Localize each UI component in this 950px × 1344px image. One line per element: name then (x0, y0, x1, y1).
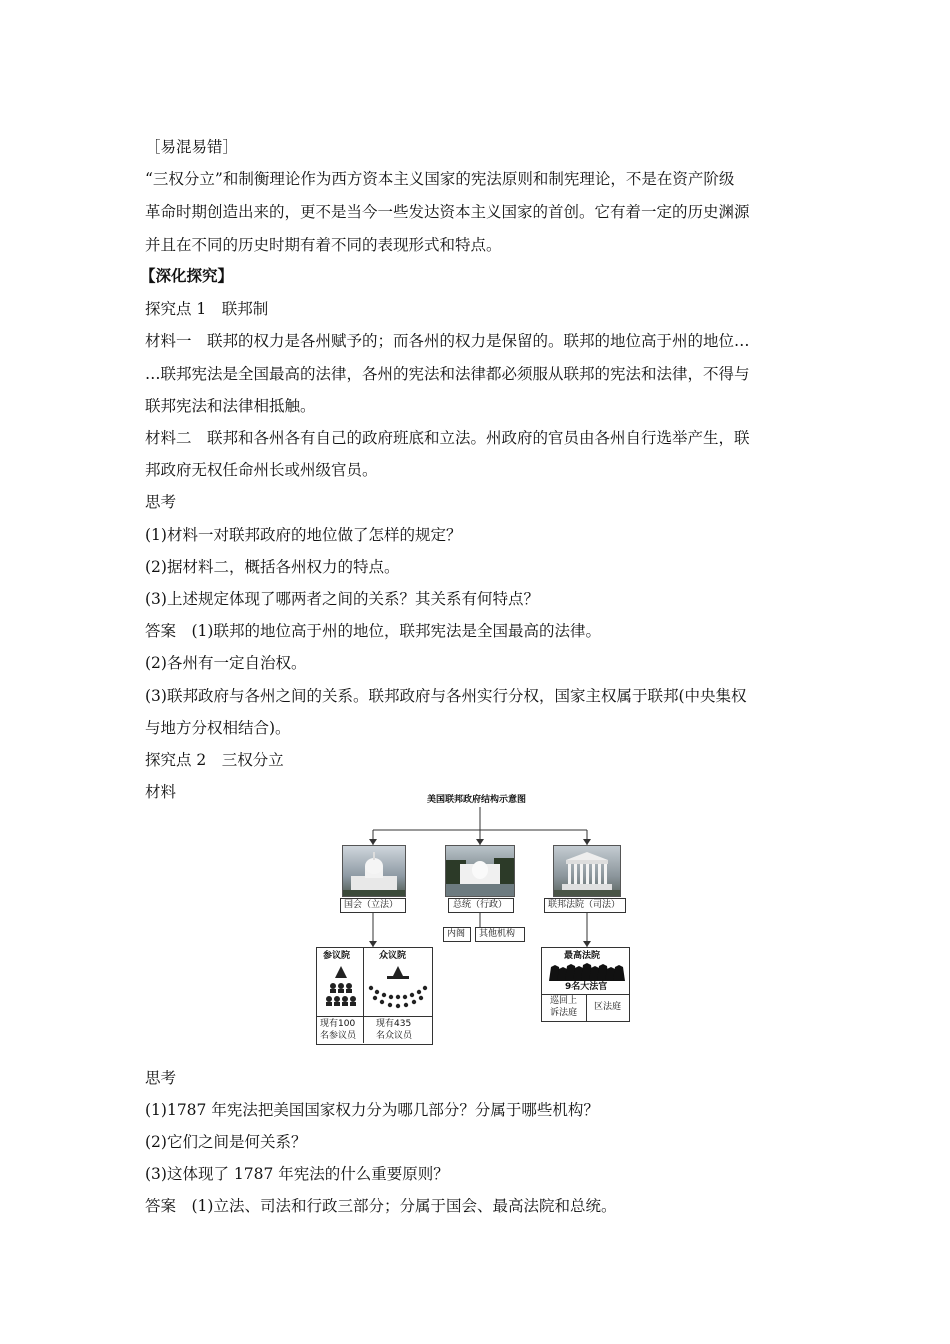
house-count: 现有435 (376, 1019, 412, 1029)
think-label: 思考 (145, 1069, 177, 1087)
paragraph-line: 并且在不同的历史时期有着不同的表现形式和特点。 (145, 236, 502, 254)
subsection-heading: 探究点 1 联邦制 (145, 300, 269, 318)
justices-icon (545, 963, 625, 981)
supreme-court-label: 最高法院 (564, 951, 601, 961)
paragraph-line: …联邦宪法是全国最高的法律，各州的宪法和法律都必须服从联邦的宪法和法律，不得与 (145, 365, 750, 383)
cabinet-box: 内阁 (443, 927, 471, 942)
government-structure-diagram (315, 795, 635, 1050)
senate-count: 名参议员 (320, 1031, 357, 1041)
question-line: (3)这体现了 1787 年宪法的什么重要原则？ (145, 1165, 449, 1183)
circuit-court-label: 诉法庭 (550, 1008, 578, 1018)
house-count: 名众议员 (376, 1031, 413, 1041)
paragraph-line: 材料二 联邦和各州各有自己的政府班底和立法。州政府的官员由各州自行选举产生，联 (145, 429, 750, 447)
white-house-photo (445, 845, 515, 897)
supreme-court-photo (553, 845, 621, 897)
question-line: (2)它们之间是何关系？ (145, 1133, 307, 1151)
court-label: 联邦法院（司法） (544, 898, 626, 913)
question-line: (1)1787 年宪法把美国国家权力分为哪几部分？分属于哪些机构？ (145, 1101, 599, 1119)
diagram-title: 美国联邦政府结构示意图 (427, 795, 527, 805)
answer-line: 与地方分权相结合)。 (145, 719, 291, 737)
question-line: (1)材料一对联邦政府的地位做了怎样的规定？ (145, 526, 462, 544)
heading-confusing: ［易混易错］ (145, 138, 239, 156)
answer-line: 答案 (1)联邦的地位高于州的地位，联邦宪法是全国最高的法律。 (145, 622, 601, 640)
paragraph-line: 联邦宪法和法律相抵触。 (145, 397, 316, 415)
circuit-court-label: 巡回上 (550, 996, 578, 1006)
question-line: (2)据材料二，概括各州权力的特点。 (145, 558, 400, 576)
paragraph-line: 材料一 联邦的权力是各州赋予的；而各州的权力是保留的。联邦的地位高于州的地位… (145, 332, 750, 350)
section-heading: 【深化探究】 (140, 266, 234, 285)
answer-line: 答案 (1)立法、司法和行政三部分；分属于国会、最高法院和总统。 (145, 1197, 617, 1215)
house-seats-icon (365, 964, 431, 1012)
question-line: (3)上述规定体现了哪两者之间的关系？其关系有何特点？ (145, 590, 539, 608)
senate-seats-icon (321, 964, 361, 1012)
judiciary-box (541, 947, 630, 1022)
senate-count: 现有100 (320, 1019, 356, 1029)
house-label: 众议院 (379, 951, 407, 961)
president-label: 总统（行政） (448, 898, 514, 913)
capitol-photo (342, 845, 406, 897)
paragraph-line: 革命时期创造出来的，更不是当今一些发达资本主义国家的首创。它有着一定的历史渊源 (145, 203, 750, 221)
congress-label: 国会（立法） (340, 898, 406, 913)
answer-line: (2)各州有一定自治权。 (145, 654, 307, 672)
paragraph-line: 邦政府无权任命州长或州级官员。 (145, 461, 378, 479)
district-court-label: 区法庭 (594, 1002, 622, 1012)
senate-label: 参议院 (323, 951, 351, 961)
material-label: 材料 (145, 783, 177, 801)
answer-line: (3)联邦政府与各州之间的关系。联邦政府与各州实行分权，国家主权属于联邦(中央集权 (145, 687, 747, 705)
think-label: 思考 (145, 493, 177, 511)
justices-label: 9名大法官 (565, 982, 608, 992)
other-agencies-box: 其他机构 (475, 927, 525, 942)
subsection-heading: 探究点 2 三权分立 (145, 751, 284, 769)
legislature-box (316, 947, 433, 1045)
paragraph-line: “三权分立”和制衡理论作为西方资本主义国家的宪法原则和制宪理论，不是在资产阶级 (145, 170, 735, 188)
